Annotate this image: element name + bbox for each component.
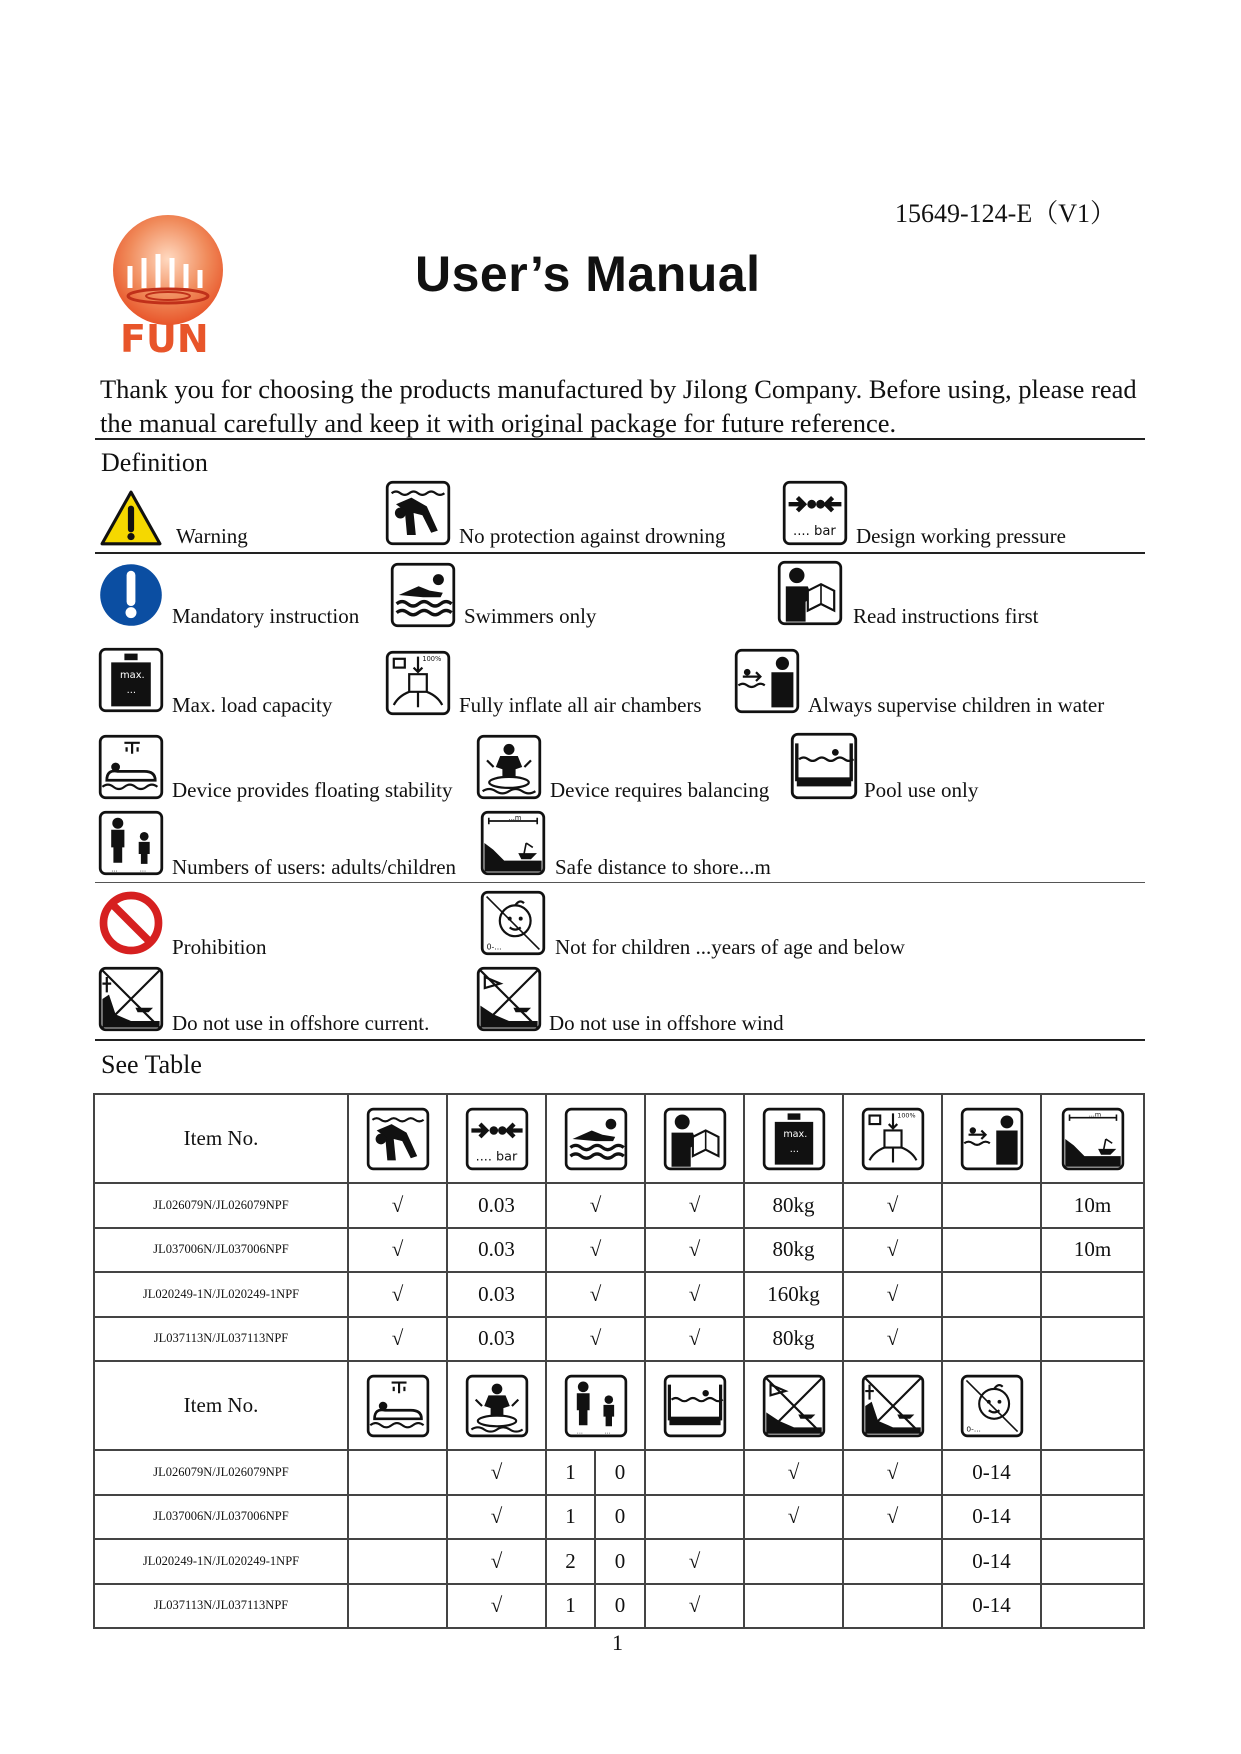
table-cell: [348, 1094, 447, 1183]
no-offshore-wind-icon: [476, 966, 542, 1032]
table-cell: [942, 1183, 1041, 1228]
table-cell: [1041, 1094, 1144, 1183]
table-cell: √: [546, 1228, 645, 1273]
table-cell: [348, 1584, 447, 1629]
table-cell: [1041, 1272, 1144, 1317]
table-cell: [447, 1094, 546, 1183]
item-header: Item No.: [94, 1094, 348, 1183]
table-cell: [1041, 1450, 1144, 1495]
shore-distance-icon: [480, 810, 546, 876]
table-cell: JL037006N/JL037006NPF: [94, 1228, 348, 1273]
table-cell: [1041, 1317, 1144, 1362]
supervise-children-icon: [734, 648, 800, 714]
divider: [95, 552, 1145, 554]
table-cell: √: [744, 1495, 843, 1540]
def-label-shore: Safe distance to shore...m: [555, 855, 771, 879]
table-cell: √: [348, 1317, 447, 1362]
floating-stability-icon: [366, 1374, 430, 1438]
def-label-drowning: No protection against drowning: [459, 524, 726, 548]
pool-only-icon: [663, 1374, 727, 1438]
table-cell: 80kg: [744, 1228, 843, 1273]
table-cell: √: [843, 1228, 942, 1273]
def-label-swimmers: Swimmers only: [464, 604, 597, 628]
table-cell: √: [546, 1317, 645, 1362]
table-row: [94, 1584, 1144, 1629]
intro-paragraph: Thank you for choosing the products manufactured by Jilong Company. Before using, please read the manual carefully and keep it with original package for future reference.: [100, 374, 1137, 438]
document-number: 15649-124-E（V1）: [895, 199, 1116, 228]
table-cell: JL026079N/JL026079NPF: [94, 1450, 348, 1495]
table-cell: 0-14: [942, 1539, 1041, 1584]
table-cell: √: [447, 1539, 546, 1584]
requires-balancing-icon: [465, 1374, 529, 1438]
max-load-icon: [762, 1107, 826, 1171]
def-label-balancing: Device requires balancing: [550, 778, 770, 802]
divider: [95, 1039, 1145, 1041]
table-cell: [645, 1361, 744, 1450]
divider: [95, 882, 1145, 883]
table-cell: √: [645, 1317, 744, 1362]
table-cell: √: [843, 1450, 942, 1495]
table-cell: √: [348, 1272, 447, 1317]
table-cell: √: [645, 1183, 744, 1228]
table-row: [94, 1272, 1144, 1317]
table-icon-header-2: [94, 1361, 1144, 1450]
working-pressure-icon: [465, 1107, 529, 1171]
table-cell: √: [843, 1183, 942, 1228]
def-label-mandatory: Mandatory instruction: [172, 604, 360, 628]
table-cell: 10m: [1041, 1228, 1144, 1273]
table-cell: [348, 1539, 447, 1584]
table-cell: √: [447, 1584, 546, 1629]
item-header: Item No.: [94, 1361, 348, 1450]
table-cell: JL020249-1N/JL020249-1NPF: [94, 1272, 348, 1317]
page-title: User’s Manual: [415, 246, 761, 302]
table-cell: 0-14: [942, 1584, 1041, 1629]
table-cell: [348, 1495, 447, 1540]
table-cell: [546, 1094, 645, 1183]
table-cell: 0.03: [447, 1228, 546, 1273]
read-instructions-icon: [777, 560, 843, 626]
def-label-not-children: Not for children ...years of age and below: [555, 935, 905, 959]
table-cell: 10m: [1041, 1183, 1144, 1228]
prohibition-icon: [98, 890, 164, 956]
table-cell: [645, 1495, 744, 1540]
no-protection-drowning-icon: [385, 480, 451, 546]
table-cell: [645, 1450, 744, 1495]
table-row: [94, 1495, 1144, 1540]
shore-distance-icon: [1061, 1107, 1125, 1171]
table-cell: √: [546, 1183, 645, 1228]
def-label-read: Read instructions first: [853, 604, 1039, 628]
table-cell: [1041, 1584, 1144, 1629]
table-cell: √: [348, 1183, 447, 1228]
users-number-icon: [564, 1374, 628, 1438]
table-row: [94, 1183, 1144, 1228]
fun-logo: [100, 212, 240, 362]
table-cell: √: [645, 1539, 744, 1584]
table-cell: √: [447, 1495, 546, 1540]
table-cell: 160kg: [744, 1272, 843, 1317]
not-for-children-icon: [480, 890, 546, 956]
table-cell: 0.03: [447, 1317, 546, 1362]
table-cell: [348, 1450, 447, 1495]
def-label-warning: Warning: [176, 524, 248, 548]
table-cell: [744, 1361, 843, 1450]
table-row: [94, 1450, 1144, 1495]
table-cell: [843, 1539, 942, 1584]
logo-text: FUN: [120, 317, 209, 361]
table-cell: [1041, 1539, 1144, 1584]
swimmers-only-icon: [564, 1107, 628, 1171]
def-label-inflate: Fully inflate all air chambers: [459, 693, 702, 717]
table-cell: 1: [546, 1495, 595, 1540]
table-cell: √: [645, 1272, 744, 1317]
table-icon-header-1: [94, 1094, 1144, 1183]
table-cell: [348, 1361, 447, 1450]
mandatory-instruction-icon: [98, 562, 164, 628]
table-cell: [942, 1094, 1041, 1183]
def-label-users: Numbers of users: adults/children: [172, 855, 457, 879]
table-cell: 0: [595, 1584, 645, 1629]
table-cell: √: [645, 1584, 744, 1629]
spec-table: [93, 1093, 1143, 1629]
table-cell: [942, 1317, 1041, 1362]
no-protection-drowning-icon: [366, 1107, 430, 1171]
no-offshore-current-icon: [98, 966, 164, 1032]
def-label-pool: Pool use only: [864, 778, 979, 802]
see-table-heading: See Table: [101, 1050, 202, 1079]
table-row: [94, 1539, 1144, 1584]
pool-only-icon: [790, 732, 858, 800]
table-cell: 0.03: [447, 1272, 546, 1317]
users-number-icon: [98, 810, 164, 876]
def-label-prohibition: Prohibition: [172, 935, 267, 959]
table-cell: 0: [595, 1450, 645, 1495]
def-label-current: Do not use in offshore current.: [172, 1011, 430, 1035]
warning-icon: [98, 488, 164, 550]
supervise-children-icon: [960, 1107, 1024, 1171]
table-cell: 80kg: [744, 1183, 843, 1228]
table-cell: [843, 1094, 942, 1183]
table-cell: 0: [595, 1539, 645, 1584]
table-cell: [942, 1361, 1041, 1450]
no-offshore-current-icon: [861, 1374, 925, 1438]
read-instructions-icon: [663, 1107, 727, 1171]
table-cell: [744, 1094, 843, 1183]
requires-balancing-icon: [476, 734, 542, 800]
table-cell: 0-14: [942, 1450, 1041, 1495]
fully-inflate-icon: [385, 650, 451, 716]
def-label-supervise: Always supervise children in water: [808, 693, 1105, 717]
table-cell: JL026079N/JL026079NPF: [94, 1183, 348, 1228]
table-cell: √: [348, 1228, 447, 1273]
table-cell: [1041, 1361, 1144, 1450]
table-cell: JL037113N/JL037113NPF: [94, 1317, 348, 1362]
table-cell: 0: [595, 1495, 645, 1540]
fully-inflate-icon: [861, 1107, 925, 1171]
table-cell: √: [843, 1495, 942, 1540]
table-cell: [546, 1361, 645, 1450]
table-row: [94, 1317, 1144, 1362]
table-cell: 2: [546, 1539, 595, 1584]
table-cell: JL020249-1N/JL020249-1NPF: [94, 1539, 348, 1584]
table-cell: √: [744, 1450, 843, 1495]
def-label-pressure: Design working pressure: [856, 524, 1066, 548]
table-cell: [942, 1272, 1041, 1317]
table-cell: [645, 1094, 744, 1183]
max-load-icon: [98, 647, 164, 713]
def-label-floating: Device provides floating stability: [172, 778, 453, 802]
no-offshore-wind-icon: [762, 1374, 826, 1438]
page-number: 1: [612, 1630, 623, 1655]
table-cell: 1: [546, 1450, 595, 1495]
floating-stability-icon: [98, 734, 164, 800]
definition-heading: Definition: [101, 448, 208, 477]
table-row: [94, 1228, 1144, 1273]
def-label-wind: Do not use in offshore wind: [549, 1011, 784, 1035]
table-cell: [942, 1228, 1041, 1273]
table-cell: [843, 1584, 942, 1629]
table-cell: [1041, 1495, 1144, 1540]
table-cell: 0-14: [942, 1495, 1041, 1540]
table-cell: JL037113N/JL037113NPF: [94, 1584, 348, 1629]
table-cell: √: [645, 1228, 744, 1273]
table-cell: √: [843, 1272, 942, 1317]
table-cell: √: [447, 1450, 546, 1495]
working-pressure-icon: [782, 480, 848, 546]
def-label-max-load: Max. load capacity: [172, 693, 333, 717]
divider: [95, 438, 1145, 440]
table-cell: [447, 1361, 546, 1450]
table-cell: [744, 1584, 843, 1629]
swimmers-only-icon: [390, 562, 456, 628]
table-cell: JL037006N/JL037006NPF: [94, 1495, 348, 1540]
table-cell: 0.03: [447, 1183, 546, 1228]
table-cell: 1: [546, 1584, 595, 1629]
table-cell: √: [843, 1317, 942, 1362]
table-cell: [843, 1361, 942, 1450]
table-cell: 80kg: [744, 1317, 843, 1362]
table-cell: [744, 1539, 843, 1584]
not-for-children-icon: [960, 1374, 1024, 1438]
table-cell: √: [546, 1272, 645, 1317]
